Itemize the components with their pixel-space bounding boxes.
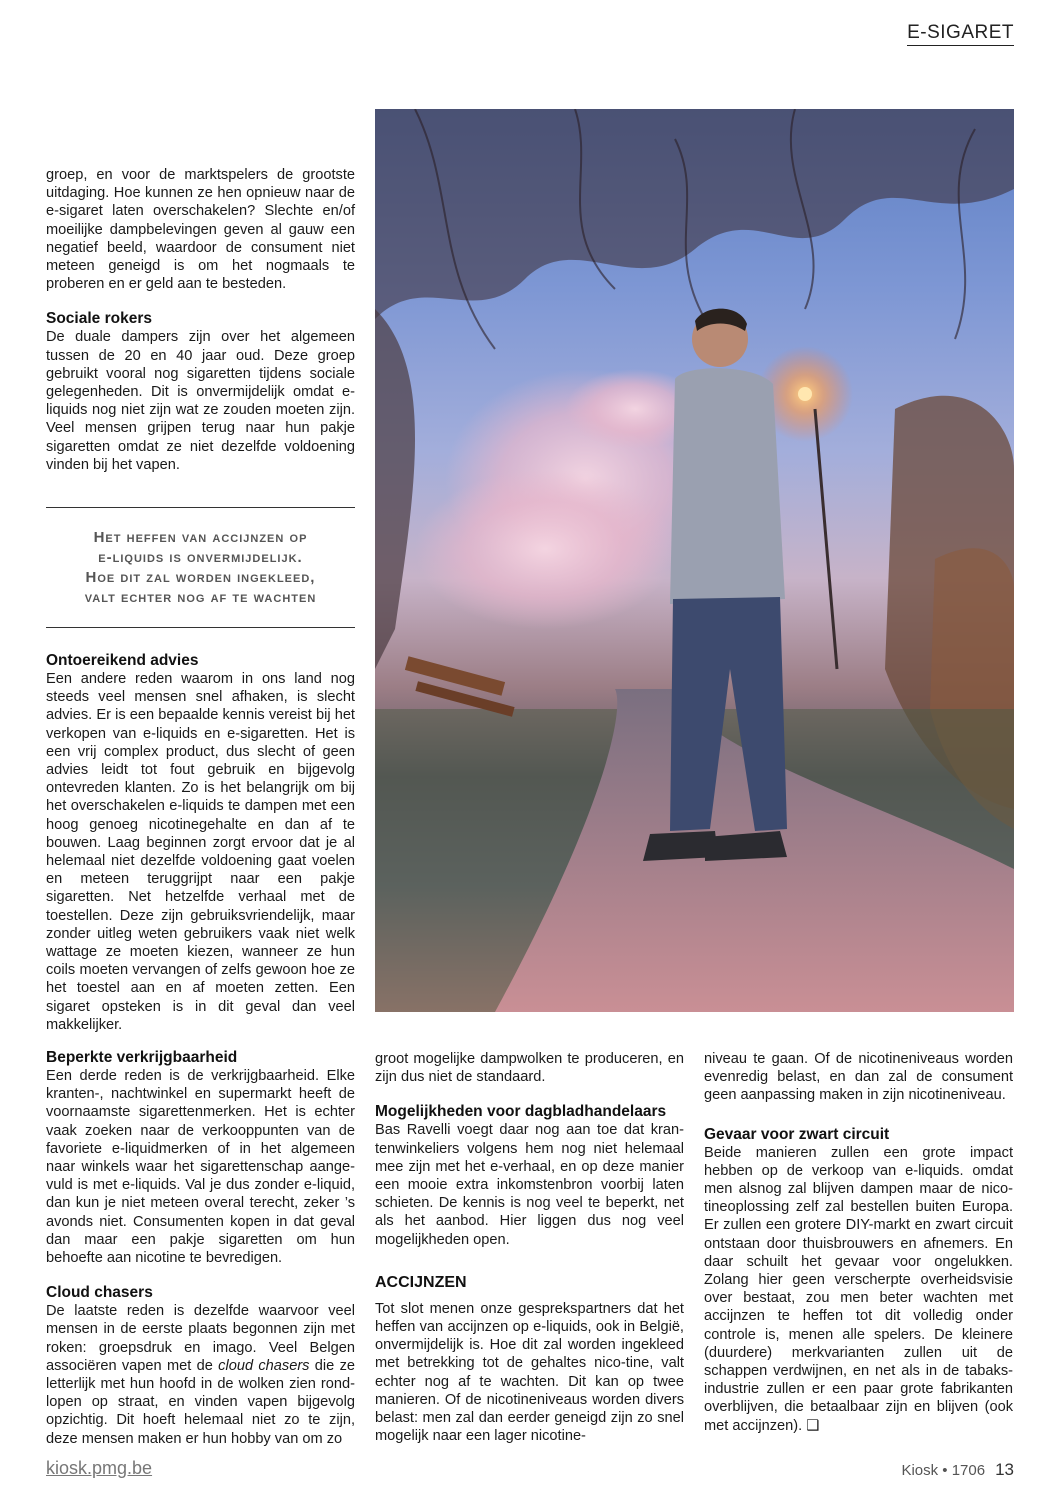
heading-cloud-chasers: Cloud chasers [46,1284,153,1302]
column-1-bottom [46,1048,355,1448]
paragraph-gevaar-zwart-circuit [704,1144,1013,1435]
paragraph-continuation: niveau te gaan. Of de nicotineniveaus worden evenredig belast, en dan zal de consument geen aanpassing maken in zijn nicotineniveau. [704,1051,1013,1104]
paragraph-text: De laatste reden is dezelfde waarvoor veel mensen in de eerste plaats begonnen zijn met roken: groepsdruk en imago. Veel Belgen associëren vapen met de [46,1303,355,1374]
heading-ontoereikend-advies: Ontoereikend advies [46,652,199,669]
photo-illustration [375,109,1014,1012]
paragraph-text: Beide manieren zullen een grote impact hebben op de verkoop van e-liquids. omdat men alsnog zal blijven dampen maar de nico-tineoplossing zelf zal bestellen buiten Europa. Er zullen een grotere DIY-markt en zwart circuit ontstaan door thuisbrouwers en afnemers. En daar schuilt het gevaar voor ongelukken. Zolang hier geen verscherpte overheidsvisie over bestaat, zou men beter wachten met accijnzen te heffen tot dit volledig onder controle is, menen alle spelers. De kleinere (duurdere) merkvarianten zullen uit de schappen verdwijnen, en net als in de tabaks-industrie zullen er een paar grote fabrikanten overblijven, die betaalbaar zijn en blijven (ook met accijnzen). [704,1144,1013,1434]
pull-quote-line: Hoe dit zal worden ingekleed, [85,568,316,586]
article-photo [375,109,1014,1012]
website-link[interactable]: kiosk.pmg.be [46,1458,153,1478]
end-mark-icon: ❑ [806,1417,820,1434]
pull-quote-line: Het heffen van accijnzen op [93,528,308,546]
pull-quote-line: valt echter nog af te wachten [84,588,317,606]
emphasis-text: cloud chasers [218,1357,310,1374]
paragraph-continuation: groot mogelijke dampwolken te produceren, en zijn dus niet de standaard. [375,1051,684,1086]
paragraph-beperkte-verkrijgbaarheid: Een derde reden is de verkrijgbaarheid. Elke kranten-, nachtwinkel en supermarkt heeft de voornaamste sigarettenmerken. Het is echter vaak zoeken naar de verkooppunten van de favoriete e-liquidmerken of in het algemeen naar winkels waar het sigarettenschap aange-vuld is met e-liquids. Val je dus zonder e-liquid, dan kun je niet meteen overal terecht, zeker ’s avonds niet. Consumenten kopen in dat geval dan maar een pakje sigaretten om hun behoefte aan nicotine te bevredigen. [46,1068,355,1267]
heading-sociale-rokers: Sociale rokers [46,310,152,328]
paragraph-accijnzen: Tot slot menen onze gesprekspartners dat het heffen van accijnzen op e-liquids, ook in België, onvermijdelijk is. Hoe dit zal worden ingekleed met betrekking tot de gehaltes nico-tine, valt echter nog af te wachten. Dit kan op twee manieren. Of de nicotineniveaus worden divers belast: men zal dan eerder geneigd zijn zo snel mogelijk naar een lager nicotine- [375,1300,684,1445]
heading-gevaar-zwart-circuit: Gevaar voor zwart circuit [704,1125,890,1143]
column-1-top [46,166,355,474]
section-tag: E-SIGARET [907,22,1014,46]
paragraph-text: die ze letterlijk met hun hoofd in de wolken zien rond-lopen op straat, en vinden vapen bijgevolg opzichtig. Dit hoeft helemaal niet zo te zijn, deze mensen maken er hun hobby van om zo [46,1357,356,1447]
paragraph-cloud-chasers [46,1302,355,1448]
issue-label: Kiosk • 1706 [901,1462,986,1479]
column-2 [375,1050,684,1445]
footer-issue [901,1460,1014,1480]
heading-mogelijkheden: Mogelijkheden voor dagbladhandelaars [375,1103,667,1121]
paragraph-mogelijkheden: Bas Ravelli voegt daar nog aan toe dat kran-tenwinkeliers volgens hem nog niet helemaal mee zijn met het e-verhaal, en op deze manier een mooie extra inkomstenbron voorbij laten schieten. De kennis is nog veel te beperkt, net als het aanbod. Hier liggen dus nog veel mogelijkheden open. [375,1122,684,1248]
heading-beperkte-verkrijgbaarheid: Beperkte verkrijgbaarheid [46,1049,238,1066]
column-1-middle [46,651,355,1034]
paragraph-sociale-rokers: De duale dampers zijn over het algemeen tussen de 20 en 40 jaar oud. Deze groep gebruikt vooral nog sigaretten tijdens sociale gelegenheden. Dit is onvermijdelijk omdat e-liquids nog niet zijn wat ze zouden moeten zijn. Veel mensen grijpen terug naar hun pakje sigaretten omdat ze niet dezelfde voldoening vinden bij het vapen. [46,329,355,473]
pull-quote-line: e-liquids is onvermijdelijk. [98,548,303,566]
paragraph-ontoereikend-advies: Een andere reden waarom in ons land nog steeds veel mensen snel afhaken, is slecht advies. Er is een bepaalde kennis vereist bij het verkopen van e-liquids en e-sigaretten. Het is een vrij complex product, dus slecht of geen advies leidt tot fout gebruik en bijgevolg ontevreden klanten. Zo is het belangrijk om bij het overschakelen e-liquids te dampen met een hoog genoeg nicotinegehalte en dan af te bouwen. Laag beginnen zorgt ervoor dat je al helemaal niet dezelfde voldoening gaat voelen en meteen teruggrijpt naar een pakje sigaretten. Net hetzelfde verhaal met de toestellen. Deze zijn gebruiksvriendelijk, maar zonder uitleg weten gebruikers vaak niet welk wattage ze moeten kiezen, wanneer ze hun coils moeten vervangen of zelfs gewoon hoe ze het toestel aan en af moeten zetten. Een sigaret opsteken is in dit geval dan veel makkelijker. [46,671,355,1033]
paragraph-intro: groep, en voor de marktspelers de grootste uitdaging. Hoe kunnen ze hen opnieuw naar de e-sigaret laten overschakelen? Slechte en/of moeilijke dampbelevingen geven al gauw een negatief beeld, waardoor de consument niet meteen geneigd is om het nogmaals te proberen en er geld aan te besteden. [46,167,355,293]
pull-quote [46,507,355,628]
heading-accijnzen: ACCIJNZEN [375,1273,467,1291]
page-number: 13 [995,1460,1014,1479]
column-3 [704,1050,1013,1435]
